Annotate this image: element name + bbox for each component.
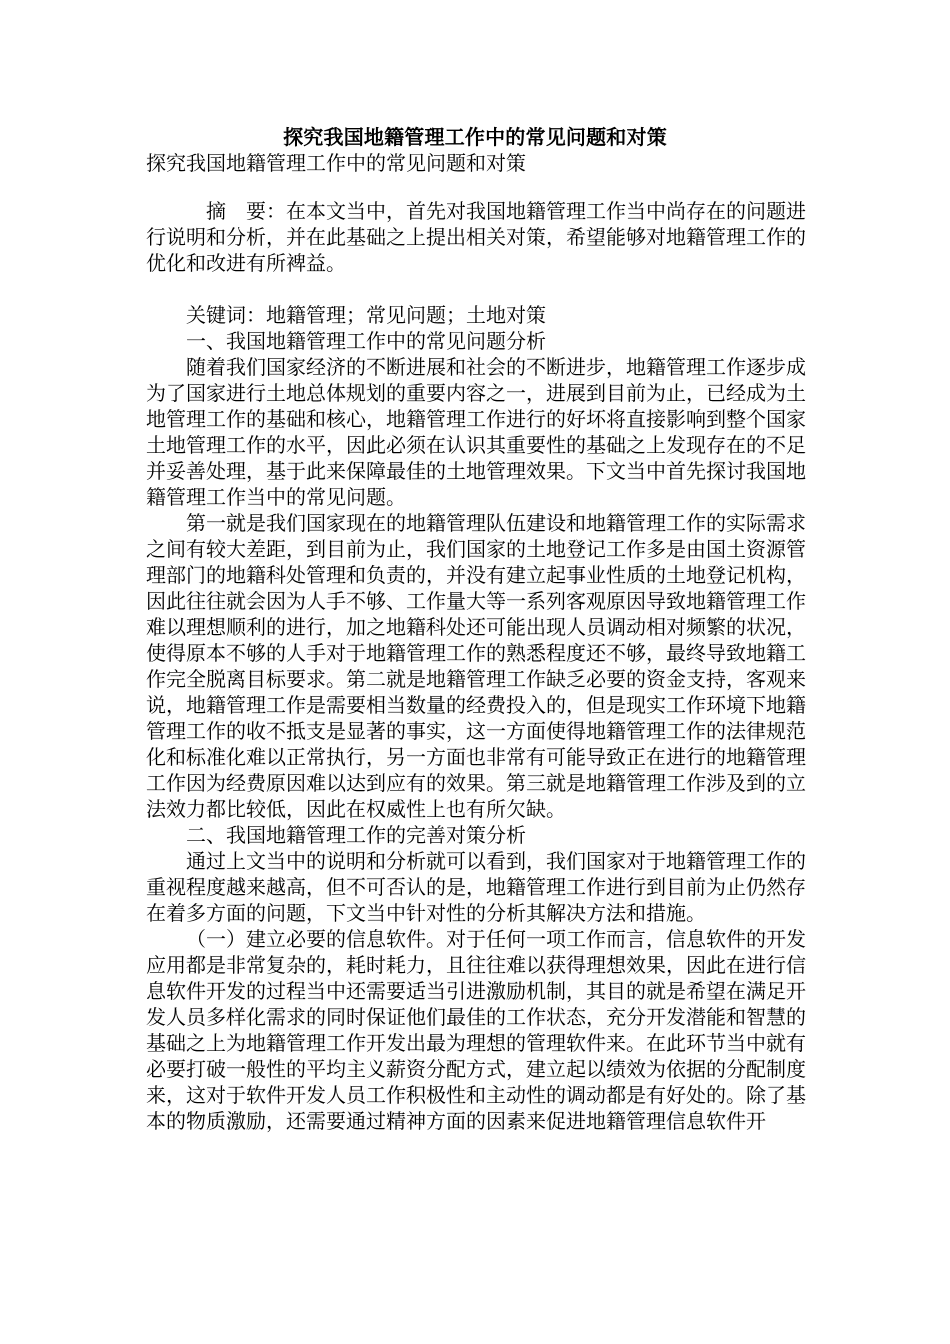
- keywords-line: 关键词：地籍管理；常见问题；土地对策: [186, 303, 546, 327]
- blank-line: [146, 176, 806, 198]
- section2-paragraph-1: 通过上文当中的说明和分析就可以看到，我们国家对于地籍管理工作的重视程度越来越高，但不可否认的是，地籍管理工作进行到目前为止仍然存在着多方面的问题，下文当中针对性的分析其解决方法和措施。: [146, 849, 806, 925]
- section1-paragraph-1: 随着我们国家经济的不断进展和社会的不断进步，地籍管理工作逐步成为了国家进行土地总体规划的重要内容之一，进展到目前为止，已经成为土地管理工作的基础和核心，地籍管理工作进行的好坏将直接影响到整个国家土地管理工作的水平，因此必须在认识其重要性的基础之上发现存在的不足并妥善处理，基于此来保障最佳的土地管理效果。下文当中首先探讨我国地籍管理工作当中的常见问题。: [146, 355, 806, 509]
- document-title: 探究我国地籍管理工作中的常见问题和对策: [283, 125, 667, 149]
- blank-line: [146, 276, 806, 302]
- document-subtitle: 探究我国地籍管理工作中的常见问题和对策: [146, 151, 526, 175]
- abstract-paragraph: 摘 要：在本文当中，首先对我国地籍管理工作当中尚存在的问题进行说明和分析，并在此基础之上提出相关对策，希望能够对地籍管理工作的优化和改进有所裨益。: [146, 199, 806, 275]
- section-heading-1: 一、我国地籍管理工作中的常见问题分析: [186, 329, 546, 353]
- section2-paragraph-2: （一）建立必要的信息软件。对于任何一项工作而言，信息软件的开发应用都是非常复杂的，耗时耗力，且往往难以获得理想效果，因此在进行信息软件开发的过程当中还需要适当引进激励机制，其目的就是希望在满足开发人员多样化需求的同时保证他们最佳的工作状态，充分开发潜能和智慧的基础之上为地籍管理工作开发出最为理想的管理软件来。在此环节当中就有必要打破一般性的平均主义薪资分配方式，建立起以绩效为依据的分配制度来，这对于软件开发人员工作积极性和主动性的调动都是有好处的。除了基本的物质激励，还需要通过精神方面的因素来促进地籍管理信息软件开: [146, 927, 806, 1133]
- section1-paragraph-2: 第一就是我们国家现在的地籍管理队伍建设和地籍管理工作的实际需求之间有较大差距，到目前为止，我们国家的土地登记工作多是由国土资源管理部门的地籍科处管理和负责的，并没有建立起事业性质的土地登记机构，因此往往就会因为人手不够、工作量大等一系列客观原因导致地籍管理工作难以理想顺利的进行，加之地籍科处还可能出现人员调动相对频繁的状况，使得原本不够的人手对于地籍管理工作的熟悉程度还不够，最终导致地籍工作完全脱离目标要求。第二就是地籍管理工作缺乏必要的资金支持，客观来说，地籍管理工作是需要相当数量的经费投入的，但是现实工作环境下地籍管理工作的收不抵支是显著的事实，这一方面使得地籍管理工作的法律规范化和标准化难以正常执行，另一方面也非常有可能导致正在进行的地籍管理工作因为经费原因难以达到应有的效果。第三就是地籍管理工作涉及到的立法效力都比较低，因此在权威性上也有所欠缺。: [146, 511, 806, 821]
- section-heading-2: 二、我国地籍管理工作的完善对策分析: [186, 823, 526, 847]
- document-body: [146, 150, 806, 1134]
